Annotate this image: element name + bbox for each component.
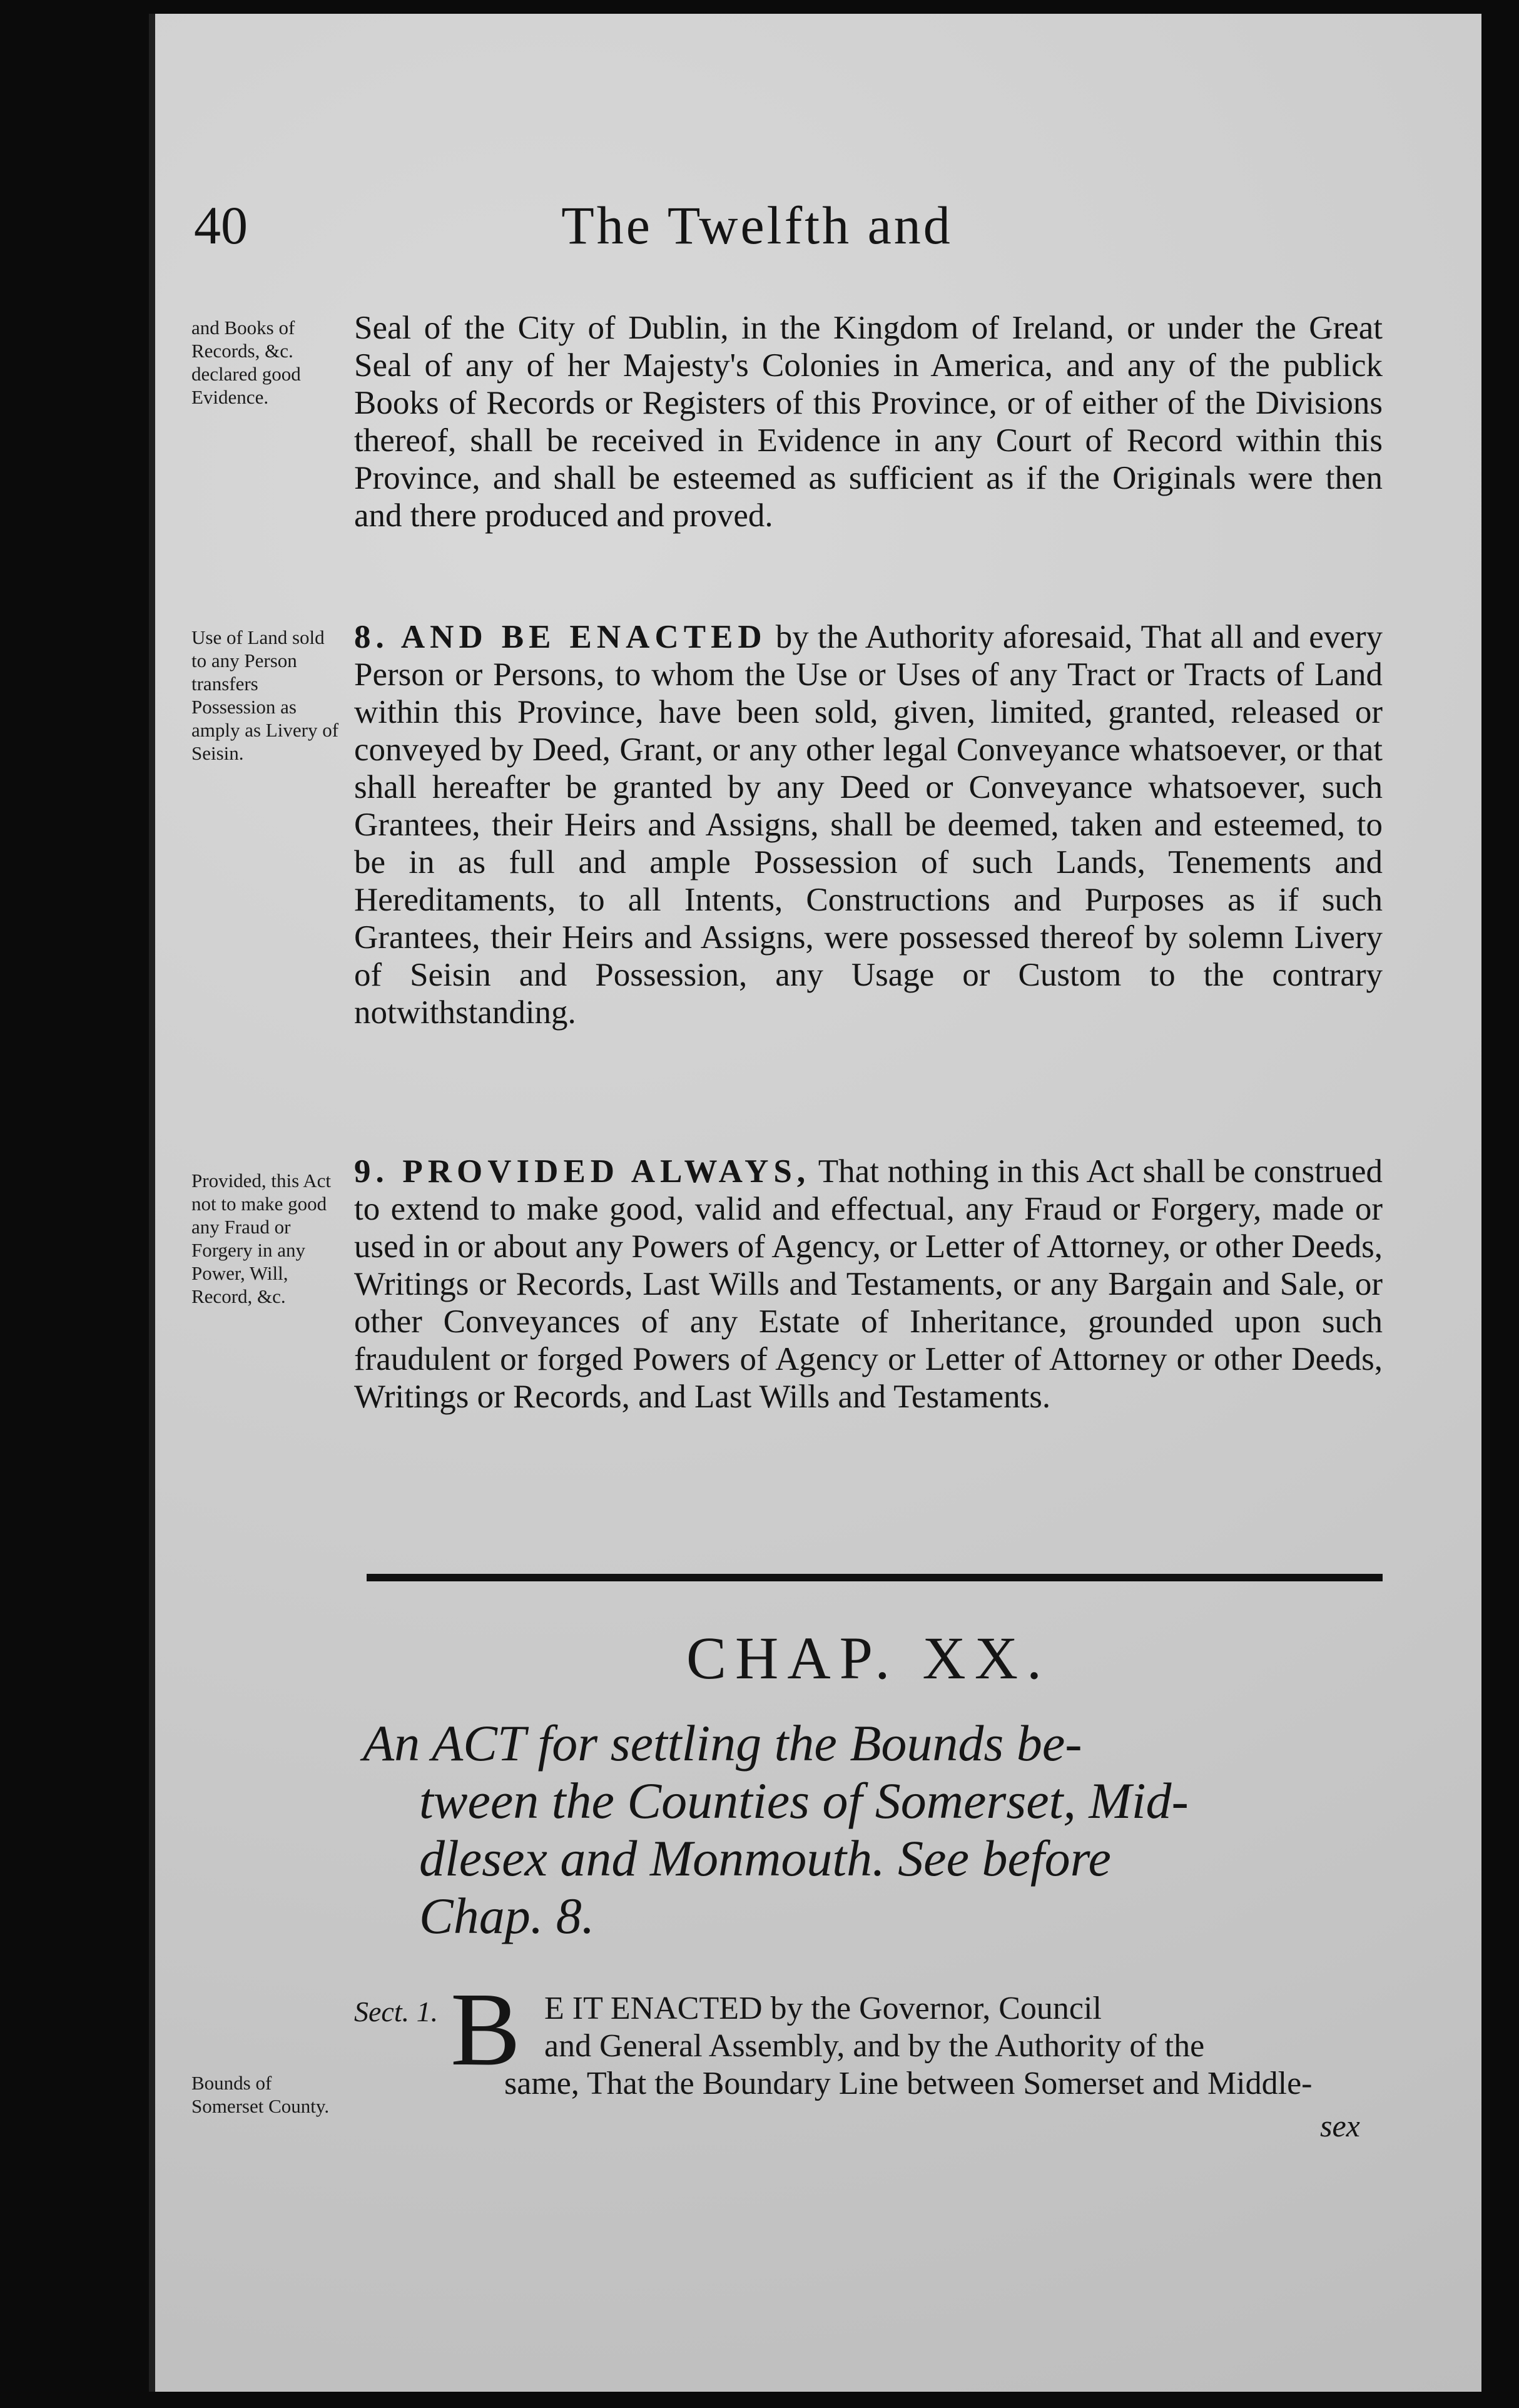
paragraph-seal: Seal of the City of Dublin, in the Kingdom of Ireland, or under the Great Seal of any of her Majesty's Colonies in America, and any of the publick Books of Records or Registers of this Province, or of either of the Divisions thereof, shall be received in Evidence in any Court of Record within this Province, and shall be esteemed as sufficient as if the Originals were then and there produced and proved.	[354, 310, 1383, 534]
section-rule	[367, 1574, 1383, 1581]
drop-cap: B	[450, 1971, 521, 2088]
paragraph-9-lead: 9. PROVIDED ALWAYS,	[354, 1153, 811, 1190]
act-title-line-4: Chap. 8.	[419, 1887, 595, 1944]
act-title	[363, 1715, 1389, 1945]
catchword: sex	[1320, 2108, 1360, 2143]
page-number: 40	[194, 195, 248, 255]
paragraph-9-text: That nothing in this Act shall be construed to extend to make good, valid and effectual, any Fraud or Forgery, made or used in or about any Powers of Agency, or Letter of Attorney, or other Deeds, Writings or Records, Last Wills and Testaments, or any Bargain and Sale, or other Conveyances of any Estate of Inheritance, grounded upon such fraudulent or forged Powers of Agency or Letter of Attorney or other Deeds, Writings or Records, and Last Wills and Testaments.	[354, 1153, 1383, 1415]
running-head: The Twelfth and	[561, 195, 953, 255]
enact-line-3: same, That the Boundary Line between Somerset and Middle-	[504, 2066, 1313, 2101]
paragraph-9	[354, 1153, 1383, 1416]
paragraph-8-text: by the Authority aforesaid, That all and every Person or Persons, to whom the Use or Uses of any Tract or Tracts of Land within this Province, have been sold, given, limited, granted, released or conveyed by Deed, Grant, or any other legal Conveyance whatsoever, or that shall hereafter be granted by any Deed or Conveyance whatsoever, such Grantees, their Heirs and Assigns, shall be deemed, taken and esteemed, to be in as full and ample Possession of such Lands, Tenements and Hereditaments, to all Intents, Constructions and Purposes as if such Grantees, their Heirs and Assigns, were possessed thereof by solemn Livery of Seisin and Possession, any Usage or Custom to the contrary notwithstanding.	[354, 619, 1383, 1031]
margin-note-evidence: and Books of Records, &c. declared good Evidence.	[191, 317, 301, 408]
enact-line-2: and General Assembly, and by the Authority of the	[544, 2028, 1205, 2064]
act-title-line-1: An ACT for settling the Bounds be-	[363, 1715, 1082, 1772]
act-title-line-3: dlesex and Monmouth. See before	[419, 1830, 1111, 1887]
paragraph-8-lead: 8. AND BE ENACTED	[354, 619, 767, 655]
enact-line-1: E IT ENACTED by the Governor, Council	[544, 1991, 1102, 2026]
margin-note-provided: Provided, this Act not to make good any Fraud or Forgery in any Power, Will, Record, &c.	[191, 1170, 332, 1307]
margin-note-bounds: Bounds of Somerset County.	[191, 2072, 330, 2117]
page-header	[194, 188, 1270, 263]
act-title-line-2: tween the Counties of Somerset, Mid-	[419, 1772, 1189, 1829]
section-label: Sect. 1.	[354, 1996, 439, 2028]
margin-note-use-of-land: Use of Land sold to any Person transfers Possession as amply as Livery of Seisin.	[191, 626, 339, 764]
paragraph-8	[354, 618, 1383, 1031]
chapter-title: CHAP. XX.	[686, 1625, 1051, 1691]
